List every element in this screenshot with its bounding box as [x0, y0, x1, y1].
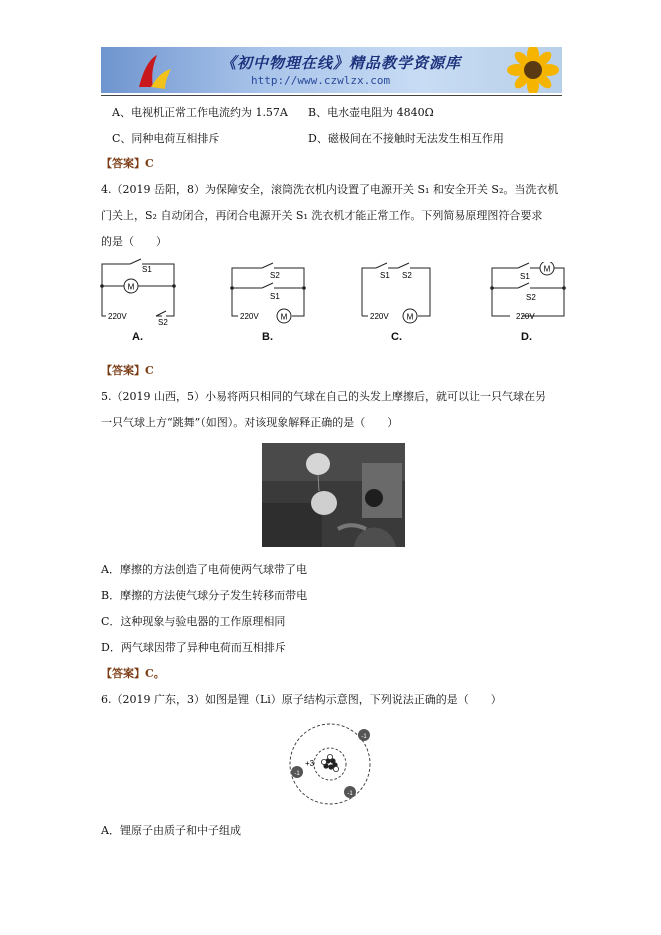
lithium-atom-diagram	[280, 716, 382, 808]
electron-label: -1	[347, 791, 353, 797]
switch-label: S1	[380, 271, 390, 280]
nucleus-charge-label: +3	[305, 759, 315, 768]
option-label-b: B.	[262, 331, 273, 343]
option-label-d: D.	[521, 331, 532, 343]
voltage-label: 220V	[370, 312, 389, 321]
q3-option-b: B、电水壶电阻为 4840Ω	[308, 106, 434, 119]
q3-option-d: D、磁极间在不接触时无法发生相互作用	[308, 132, 504, 145]
banner-url[interactable]: http://www.czwlzx.com	[251, 74, 391, 87]
q5-stem-line2: 一只气球上方“跳舞”（如图）。对该现象解释正确的是（ ）	[101, 416, 399, 429]
q5-stem-line1: 5.（2019 山西，5）小易将两只相同的气球在自己的头发上摩擦后，就可以让一只气球在另	[101, 390, 546, 403]
voltage-label: 220V	[516, 312, 535, 321]
circuit-diagram-b	[226, 262, 312, 326]
electron-label: -1	[361, 734, 367, 740]
circuit-diagram-d	[486, 262, 572, 326]
switch-label: S2	[158, 318, 168, 326]
sunflower-icon	[493, 47, 562, 93]
q6-stem-line1: 6.（2019 广东，3）如图是锂（Li）原子结构示意图，下列说法正确的是（ ）	[101, 693, 502, 706]
switch-label: S1	[142, 265, 152, 274]
q3-answer: 【答案】C	[101, 157, 154, 170]
q3-option-c: C、同种电荷互相排斥	[112, 132, 220, 145]
q4-stem-line2: 门关上，S₂ 自动闭合，再闭合电源开关 S₁ 洗衣机才能正常工作。下列简易原理图符合要求	[101, 209, 543, 222]
motor-label: M	[280, 312, 288, 322]
electron-label: -1	[294, 771, 300, 777]
q6-option-a: A．锂原子由质子和中子组成	[101, 824, 241, 837]
voltage-label: 220V	[108, 312, 127, 321]
q5-answer: 【答案】C。	[101, 667, 165, 680]
logo-icon	[131, 51, 175, 91]
q5-option-b: B．摩擦的方法使气球分子发生转移而带电	[101, 589, 308, 602]
voltage-label: 220V	[240, 312, 259, 321]
option-label-c: C.	[391, 331, 402, 343]
q4-stem-line1: 4.（2019 岳阳，8）为保障安全，滚筒洗衣机内设置了电源开关 S₁ 和安全开关 S₂。当洗衣机	[101, 183, 559, 196]
q4-stem-line3: 的是（ ）	[101, 235, 167, 248]
switch-label: S1	[520, 272, 530, 281]
option-label-a: A.	[132, 331, 143, 343]
q5-option-d: D．两气球因带了异种电荷而互相排斥	[101, 641, 286, 654]
circuit-diagram-c	[356, 262, 436, 326]
switch-label: S2	[526, 293, 536, 302]
balloon-photo	[262, 443, 405, 547]
switch-label: S1	[270, 292, 280, 301]
switch-label: S2	[270, 271, 280, 280]
q5-option-a: A．摩擦的方法创造了电荷使两气球带了电	[101, 563, 307, 576]
motor-label: M	[127, 282, 135, 292]
header-rule	[101, 95, 562, 96]
switch-label: S2	[402, 271, 412, 280]
motor-label: M	[543, 264, 551, 274]
header-banner	[101, 47, 562, 93]
q5-option-c: C．这种现象与验电器的工作原理相同	[101, 615, 286, 628]
banner-title: 《初中物理在线》精品教学资源库	[221, 54, 462, 72]
motor-label: M	[406, 312, 414, 322]
q3-option-a: A、电视机正常工作电流约为 1.57A	[112, 106, 288, 119]
q4-answer: 【答案】C	[101, 364, 154, 377]
circuit-diagram-a	[96, 258, 182, 326]
